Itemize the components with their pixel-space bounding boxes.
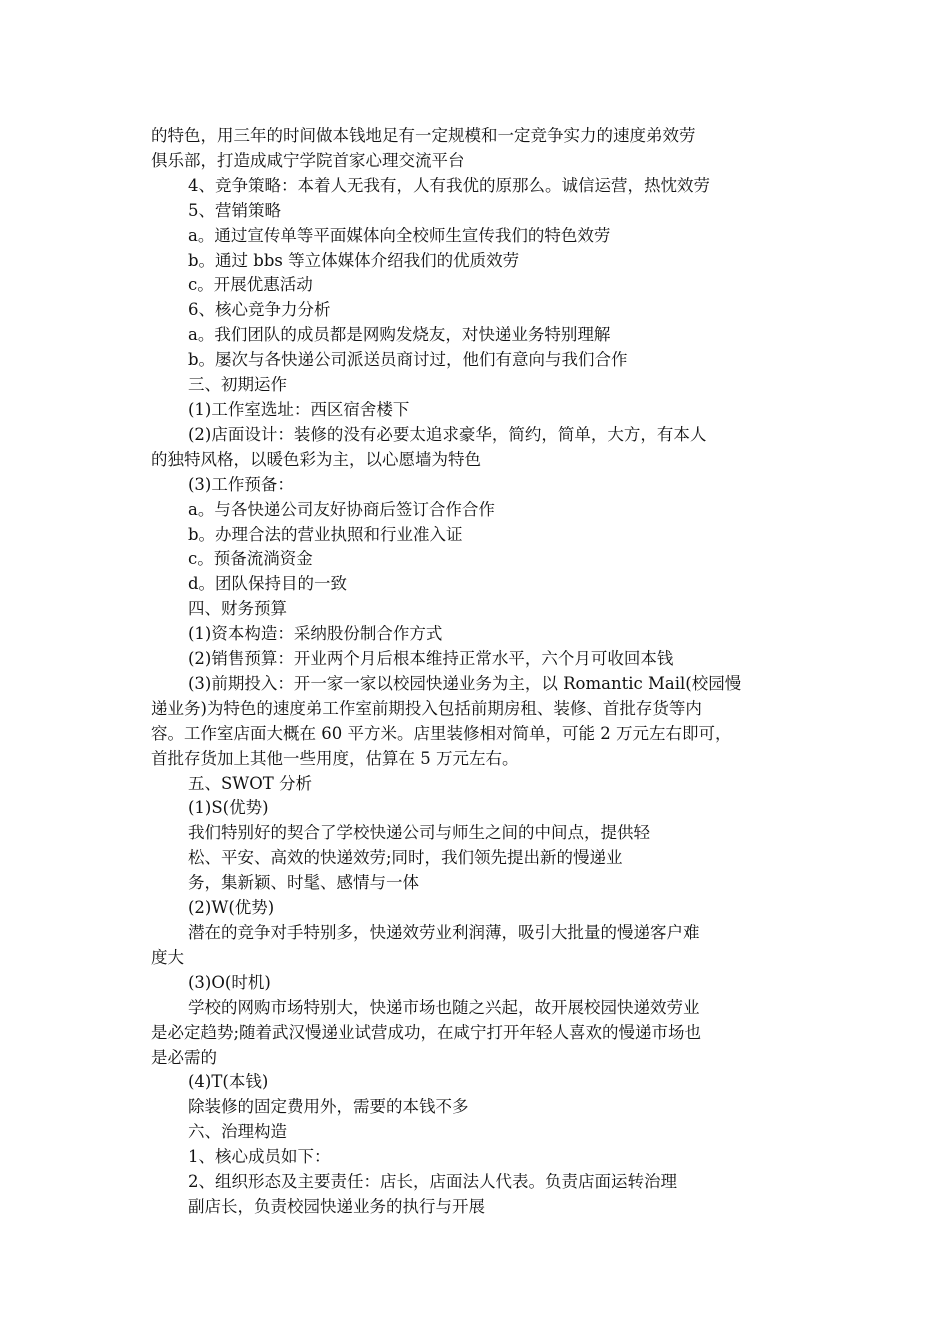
paragraph (151, 1095, 811, 1120)
text-line: b。通过 bbs 等立体媒体介绍我们的优质效劳 (188, 250, 520, 270)
text-line: 递业务)为特色的速度弟工作室前期投入包括前期房租、装修、首批存货等内 (151, 698, 702, 718)
text-line: 1、核心成员如下： (188, 1147, 331, 1167)
text-line: (3)O(时机) (188, 972, 271, 992)
paragraph (151, 672, 811, 772)
paragraph (151, 846, 811, 871)
paragraph (151, 498, 811, 523)
paragraph (151, 996, 811, 1071)
text-line: 副店长，负责校园快递业务的执行与开展 (188, 1196, 485, 1216)
text-line: 首批存货加上其他一些用度，估算在 5 万元左右。 (151, 748, 519, 768)
text-line: 度大 (151, 947, 184, 967)
paragraph (151, 597, 811, 622)
paragraph (151, 622, 811, 647)
paragraph (151, 398, 811, 423)
text-line: 我们特别好的契合了学校快递公司与师生之间的中间点，提供轻 (188, 823, 650, 843)
text-line: 6、核心竞争力分析 (188, 300, 331, 320)
text-line: 务，集新颖、时髦、感情与一体 (188, 873, 419, 893)
paragraph (151, 174, 811, 199)
paragraph (151, 821, 811, 846)
paragraph (151, 871, 811, 896)
paragraph (151, 971, 811, 996)
text-line: 三、初期运作 (188, 375, 287, 395)
text-line: 五、SWOT 分析 (188, 773, 313, 793)
text-line: 四、财务预算 (188, 599, 287, 619)
text-line: (3)工作预备： (188, 474, 294, 494)
paragraph (151, 572, 811, 597)
paragraph (151, 1120, 811, 1145)
paragraph (151, 1195, 811, 1220)
text-line: 俱乐部，打造成咸宁学院首家心理交流平台 (151, 150, 465, 170)
paragraph (151, 373, 811, 398)
text-line: 是必需的 (151, 1047, 217, 1067)
text-line: d。团队保持目的一致 (188, 574, 348, 594)
paragraph (151, 796, 811, 821)
paragraph (151, 921, 811, 971)
text-line: b。办理合法的营业执照和行业准入证 (188, 524, 463, 544)
text-line: 的特色，用三年的时间做本钱地足有一定规模和一定竞争实力的速度弟效劳 (151, 126, 696, 145)
text-line: 是必定趋势;随着武汉慢递业试营成功，在咸宁打开年轻人喜欢的慢递市场也 (151, 1022, 702, 1042)
paragraph (151, 772, 811, 797)
text-line: (1)资本构造：采纳股份制合作方式 (188, 624, 443, 644)
paragraph (151, 124, 811, 174)
paragraph (151, 547, 811, 572)
paragraph (151, 1070, 811, 1095)
paragraph (151, 298, 811, 323)
text-line: a。我们团队的成员都是网购发烧友，对快递业务特别理解 (188, 325, 611, 345)
text-line: (2)店面设计：装修的没有必要太追求豪华，简约，简单，大方，有本人 (188, 424, 707, 444)
text-line: 4、竞争策略：本着人无我有，人有我优的原那么。诚信运营，热忱效劳 (188, 175, 710, 195)
text-line: 的独特风格，以暖色彩为主，以心愿墙为特色 (151, 449, 481, 469)
paragraph (151, 323, 811, 348)
text-line: c。开展优惠活动 (188, 275, 313, 295)
paragraph (151, 647, 811, 672)
paragraph (151, 249, 811, 274)
text-line: (1)S(优势) (188, 798, 269, 818)
paragraph (151, 348, 811, 373)
document-body (151, 124, 811, 1220)
paragraph (151, 523, 811, 548)
text-line: c。预备流淌资金 (188, 549, 313, 569)
text-line: 潜在的竞争对手特别多，快递效劳业利润薄，吸引大批量的慢递客户难 (188, 923, 700, 942)
paragraph (151, 224, 811, 249)
text-line: 松、平安、高效的快递效劳;同时，我们领先提出新的慢递业 (188, 848, 623, 868)
text-line: a。通过宣传单等平面媒体向全校师生宣传我们的特色效劳 (188, 225, 611, 245)
text-line: 2、组织形态及主要责任：店长，店面法人代表。负责店面运转治理 (188, 1172, 677, 1192)
paragraph (151, 273, 811, 298)
text-line: 除装修的固定费用外，需要的本钱不多 (188, 1097, 469, 1117)
paragraph (151, 423, 811, 473)
paragraph (151, 199, 811, 224)
text-line: a。与各快递公司友好协商后签订合作合作 (188, 499, 495, 519)
paragraph (151, 1145, 811, 1170)
text-line: 容。工作室店面大概在 60 平方米。店里装修相对简单，可能 2 万元左右即可， (151, 723, 732, 743)
paragraph (151, 473, 811, 498)
text-line: b。屡次与各快递公司派送员商讨过，他们有意向与我们合作 (188, 350, 628, 370)
text-line: 学校的网购市场特别大，快递市场也随之兴起，故开展校园快递效劳业 (188, 997, 700, 1017)
paragraph (151, 896, 811, 921)
text-line: (2)销售预算：开业两个月后根本维持正常水平，六个月可收回本钱 (188, 649, 674, 669)
text-line: (1)工作室选址：西区宿舍楼下 (188, 399, 410, 419)
text-line: (3)前期投入：开一家一家以校园快递业务为主，以 Romantic Mail(校园慢 (188, 673, 742, 693)
text-line: 5、营销策略 (188, 200, 281, 220)
paragraph (151, 1170, 811, 1195)
text-line: (2)W(优势) (188, 898, 275, 918)
text-line: 六、治理构造 (188, 1122, 287, 1142)
text-line: (4)T(本钱) (188, 1072, 269, 1092)
